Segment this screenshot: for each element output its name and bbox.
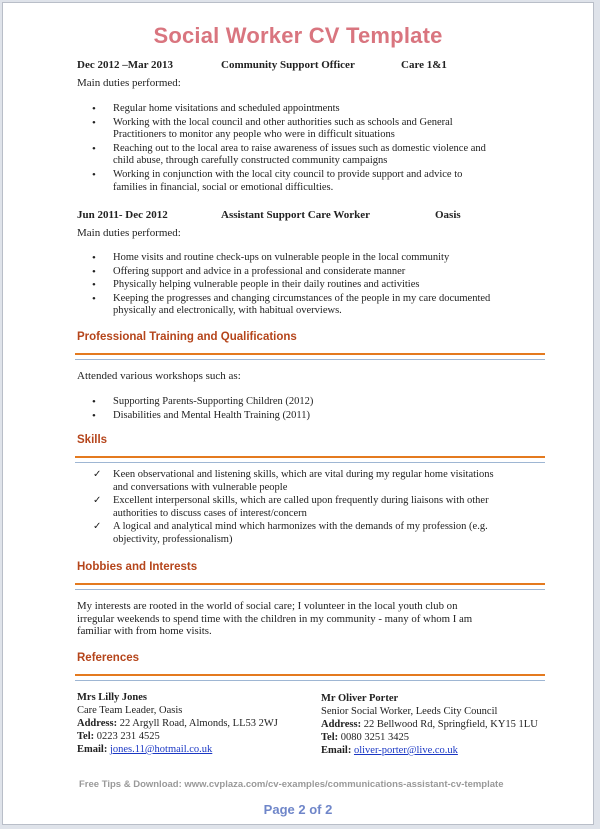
list-item: • Keeping the progresses and changing circumstances of the people in my care documented physically and electronically, with habitual overviews. (77, 293, 497, 318)
reference-address: Address: 22 Argyll Road, Almonds, LL53 2WJ (77, 718, 278, 729)
list-item: ✓ Excellent interpersonal skills, which are called upon frequently during liaisons with other authorities to discuss cases of interest/concern (77, 495, 497, 520)
reference-name: Mrs Lilly Jones (77, 692, 147, 703)
training-heading: Professional Training and Qualifications (77, 331, 297, 343)
section-divider (75, 462, 545, 463)
document-title: Social Worker CV Template (153, 23, 443, 48)
list-item: • Supporting Parents-Supporting Children (2012) (77, 396, 497, 409)
email-link[interactable]: jones.11@hotmail.co.uk (109, 744, 213, 755)
document-page (2, 2, 594, 825)
reference-position: Care Team Leader, Oasis (77, 705, 183, 716)
job-2-role: Assistant Support Care Worker (221, 209, 371, 221)
job-2-dates: Jun 2011- Dec 2012 (77, 209, 168, 221)
hobbies-heading: Hobbies and Interests (77, 561, 198, 573)
list-item: • Physically helping vulnerable people in their daily routines and activities (77, 279, 497, 292)
skills-heading: Skills (77, 434, 108, 446)
job-1-employer: Care 1&1 (401, 59, 447, 71)
list-item: • Reaching out to the local area to raise awareness of issues such as domestic violence and child abuse, through carefully constructed community campaigns (77, 143, 497, 168)
reference-address: Address: 22 Bellwood Rd, Springfield, KY15 1LU (321, 719, 538, 730)
reference-tel: Tel: 0080 3251 3425 (321, 732, 409, 743)
job-1-dates: Dec 2012 –Mar 2013 (77, 59, 174, 71)
training-list (77, 396, 497, 423)
list-item: • Disabilities and Mental Health Training (2011) (77, 410, 497, 423)
skills-list (77, 469, 497, 548)
list-item: • Offering support and advice in a professional and considerate manner (77, 266, 497, 279)
section-divider (75, 680, 545, 681)
list-item: • Home visits and routine check-ups on vulnerable people in the local community (77, 252, 497, 265)
job-1-intro: Main duties performed: (77, 77, 181, 89)
section-divider (75, 674, 545, 676)
section-divider (75, 353, 545, 355)
reference-position: Senior Social Worker, Leeds City Council (321, 706, 498, 717)
section-divider (75, 583, 545, 585)
list-item: • Working in conjunction with the local city council to provide support and advice to families in financial, social or emotional difficulties. (77, 169, 497, 194)
job-1-role: Community Support Officer (221, 59, 355, 71)
footer-label: Free Tips & Download: (79, 779, 182, 790)
section-divider (75, 456, 545, 458)
job-2-employer: Oasis (435, 209, 461, 221)
page-indicator: Page 2 of 2 (263, 802, 333, 817)
reference-2 (321, 692, 538, 757)
hobbies-text: My interests are rooted in the world of social care; I volunteer in the local youth club on irregular weekends to spend time with the children in my community - many of whom I am familiar with from home visits. (77, 600, 473, 637)
job-2-duties (77, 252, 497, 319)
list-item: • Working with the local council and other authorities such as schools and General Practitioners to monitor any people who were in difficult situations (77, 117, 497, 142)
training-intro: Attended various workshops such as: (77, 370, 241, 382)
reference-tel: Tel: 0223 231 4525 (77, 731, 160, 742)
footer (79, 779, 503, 790)
section-divider (75, 589, 545, 590)
reference-1 (77, 691, 278, 756)
job-2-intro: Main duties performed: (77, 227, 181, 239)
section-divider (75, 359, 545, 360)
email-link[interactable]: oliver-porter@live.co.uk (353, 745, 458, 756)
list-item: ✓ A logical and analytical mind which harmonizes with the demands of my profession (e.g. objectivity, professionalism) (77, 521, 497, 546)
reference-name: Mr Oliver Porter (321, 693, 399, 704)
footer-url[interactable]: www.cvplaza.com/cv-examples/communications-assistant-cv-template (184, 779, 504, 790)
job-1-duties (77, 103, 497, 195)
reference-email: Email: oliver-porter@live.co.uk (321, 745, 458, 756)
list-item: • Regular home visitations and scheduled appointments (77, 103, 497, 116)
reference-email: Email: jones.11@hotmail.co.uk (77, 744, 213, 755)
references-heading: References (77, 652, 140, 664)
list-item: ✓ Keen observational and listening skills, which are vital during my regular home visitations and conversations with vulnerable people (77, 469, 497, 494)
